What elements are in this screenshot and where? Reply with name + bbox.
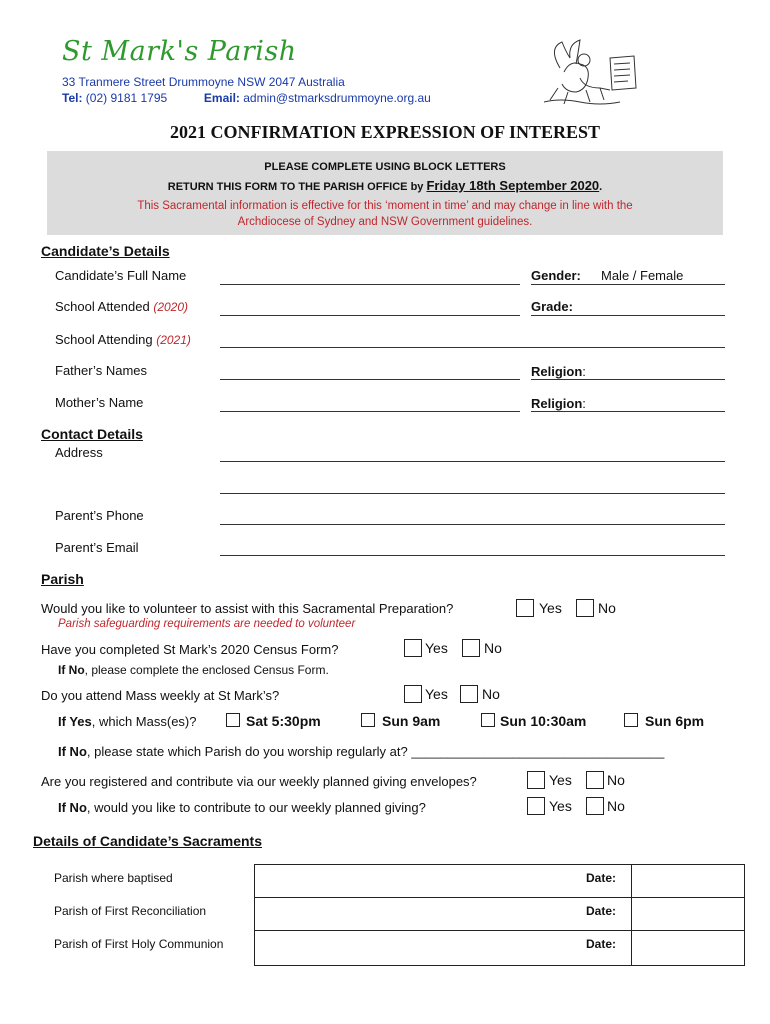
notice-disclaimer-line-2: Archdiocese of Sydney and NSW Government guidelines. xyxy=(237,216,533,228)
mothers-name-label: Mother’s Name xyxy=(55,395,144,410)
communion-date-label: Date: xyxy=(586,937,617,951)
gender-label: Gender: xyxy=(531,268,581,283)
notice-disclaimer-line-1: This Sacramental information is effective for this ‘moment in time’ and may change in line with the xyxy=(137,200,633,212)
volunteer-question: Would you like to volunteer to assist with this Sacramental Preparation? xyxy=(41,601,454,616)
full-name-label: Candidate’s Full Name xyxy=(55,268,187,283)
reconciliation-label: Parish of First Reconciliation xyxy=(54,904,207,918)
grade-field[interactable] xyxy=(531,315,725,316)
communion-date-field[interactable] xyxy=(631,930,745,966)
address-field-line-1[interactable] xyxy=(220,461,725,462)
baptised-parish-field[interactable] xyxy=(254,864,632,898)
school-attended-year: (2020) xyxy=(153,300,189,314)
email-value: admin@stmarksdrummoyne.org.au xyxy=(243,91,431,105)
school-attended-label: School Attended (2020) xyxy=(55,299,189,314)
mass-sun-1030-checkbox[interactable] xyxy=(481,713,495,727)
mass-times-question: If Yes, which Mass(es)? xyxy=(58,714,197,729)
parent-email-label: Parent’s Email xyxy=(55,540,139,555)
envelopes-no-checkbox[interactable] xyxy=(586,771,604,789)
notice-line-1: PLEASE COMPLETE USING BLOCK LETTERS xyxy=(264,161,506,173)
notice-box xyxy=(47,151,723,235)
notice-line-2 xyxy=(47,178,723,193)
mass-sun-1030-label: Sun 10:30am xyxy=(500,713,587,729)
communion-label: Parish of First Holy Communion xyxy=(54,937,224,951)
mother-religion-field[interactable] xyxy=(531,411,725,412)
section-candidate-details: Candidate’s Details xyxy=(41,243,170,259)
father-religion-label: Religion: xyxy=(531,364,586,379)
mother-religion-label: Religion: xyxy=(531,396,586,411)
mass-sun-6pm-label: Sun 6pm xyxy=(645,713,705,729)
parish-contact xyxy=(62,91,431,105)
census-no-checkbox[interactable] xyxy=(462,639,480,657)
giving-no-label: No xyxy=(607,798,625,814)
mass-question: Do you attend Mass weekly at St Mark’s? xyxy=(41,688,280,703)
giving-no-checkbox[interactable] xyxy=(586,797,604,815)
other-parish-question[interactable]: If No, please state which Parish do you worship regularly at? ___________________________________ xyxy=(58,744,665,759)
gender-field[interactable] xyxy=(531,284,725,285)
fathers-names-field[interactable] xyxy=(220,379,520,380)
volunteer-yes-label: Yes xyxy=(539,600,562,616)
school-attending-year: (2021) xyxy=(156,333,191,347)
mass-no-checkbox[interactable] xyxy=(460,685,478,703)
reconciliation-parish-field[interactable] xyxy=(254,897,632,931)
census-yes-checkbox[interactable] xyxy=(404,639,422,657)
parent-phone-field[interactable] xyxy=(220,524,725,525)
envelopes-no-label: No xyxy=(607,772,625,788)
mass-yes-label: Yes xyxy=(425,686,448,702)
mass-sat-530-checkbox[interactable] xyxy=(226,713,240,727)
parent-phone-label: Parent’s Phone xyxy=(55,508,144,523)
volunteer-note: Parish safeguarding requirements are needed to volunteer xyxy=(58,618,356,630)
address-label: Address xyxy=(55,445,103,460)
notice-disclaimer xyxy=(47,198,723,230)
communion-parish-field[interactable] xyxy=(254,930,632,966)
mass-no-label: No xyxy=(482,686,500,702)
section-parish: Parish xyxy=(41,571,84,587)
census-question: Have you completed St Mark’s 2020 Census Form? xyxy=(41,642,339,657)
parent-email-field[interactable] xyxy=(220,555,725,556)
envelopes-yes-label: Yes xyxy=(549,772,572,788)
email-label: Email: xyxy=(203,91,240,105)
baptised-date-label: Date: xyxy=(586,871,617,885)
mass-sun-9-checkbox[interactable] xyxy=(361,713,375,727)
census-yes-label: Yes xyxy=(425,640,448,656)
notice-return-text: RETURN THIS FORM TO THE PARISH OFFICE by xyxy=(167,181,424,193)
school-attending-field[interactable] xyxy=(220,347,725,348)
volunteer-no-checkbox[interactable] xyxy=(576,599,594,617)
mass-yes-checkbox[interactable] xyxy=(404,685,422,703)
grade-label: Grade: xyxy=(531,299,573,314)
reconciliation-date-label: Date: xyxy=(586,904,617,918)
giving-yes-label: Yes xyxy=(549,798,572,814)
planned-giving-question: If No, would you like to contribute to our weekly planned giving? xyxy=(58,800,426,815)
tel-value: (02) 9181 1795 xyxy=(85,91,168,105)
father-religion-field[interactable] xyxy=(531,379,725,380)
form-title: 2021 CONFIRMATION EXPRESSION OF INTEREST xyxy=(169,122,601,142)
section-sacraments: Details of Candidate’s Sacraments xyxy=(33,833,263,849)
mass-sat-530-label: Sat 5:30pm xyxy=(246,713,321,729)
school-attending-label: School Attending (2021) xyxy=(55,332,191,347)
parish-name: St Mark's Parish xyxy=(62,36,297,67)
envelopes-yes-checkbox[interactable] xyxy=(527,771,545,789)
baptised-date-field[interactable] xyxy=(631,864,745,898)
gender-options[interactable]: Male / Female xyxy=(601,268,684,283)
mass-sun-9-label: Sun 9am xyxy=(382,713,441,729)
notice-period: . xyxy=(599,181,603,193)
census-no-label: No xyxy=(484,640,502,656)
volunteer-yes-checkbox[interactable] xyxy=(516,599,534,617)
section-contact-details: Contact Details xyxy=(41,426,143,442)
full-name-field[interactable] xyxy=(220,284,520,285)
winged-lion-icon xyxy=(540,38,648,106)
reconciliation-date-field[interactable] xyxy=(631,897,745,931)
mass-sun-6pm-checkbox[interactable] xyxy=(624,713,638,727)
baptised-label: Parish where baptised xyxy=(54,871,173,885)
notice-due-date: Friday 18th September 2020 xyxy=(426,178,600,193)
volunteer-no-label: No xyxy=(598,600,616,616)
address-field-line-2[interactable] xyxy=(220,493,725,494)
census-instruction: If No, please complete the enclosed Census Form. xyxy=(58,663,329,677)
tel-label: Tel: xyxy=(62,91,83,105)
giving-yes-checkbox[interactable] xyxy=(527,797,545,815)
fathers-names-label: Father’s Names xyxy=(55,363,147,378)
envelopes-question: Are you registered and contribute via our weekly planned giving envelopes? xyxy=(41,774,477,789)
mothers-name-field[interactable] xyxy=(220,411,520,412)
parish-address: 33 Tranmere Street Drummoyne NSW 2047 Australia xyxy=(62,75,345,89)
school-attended-field[interactable] xyxy=(220,315,520,316)
